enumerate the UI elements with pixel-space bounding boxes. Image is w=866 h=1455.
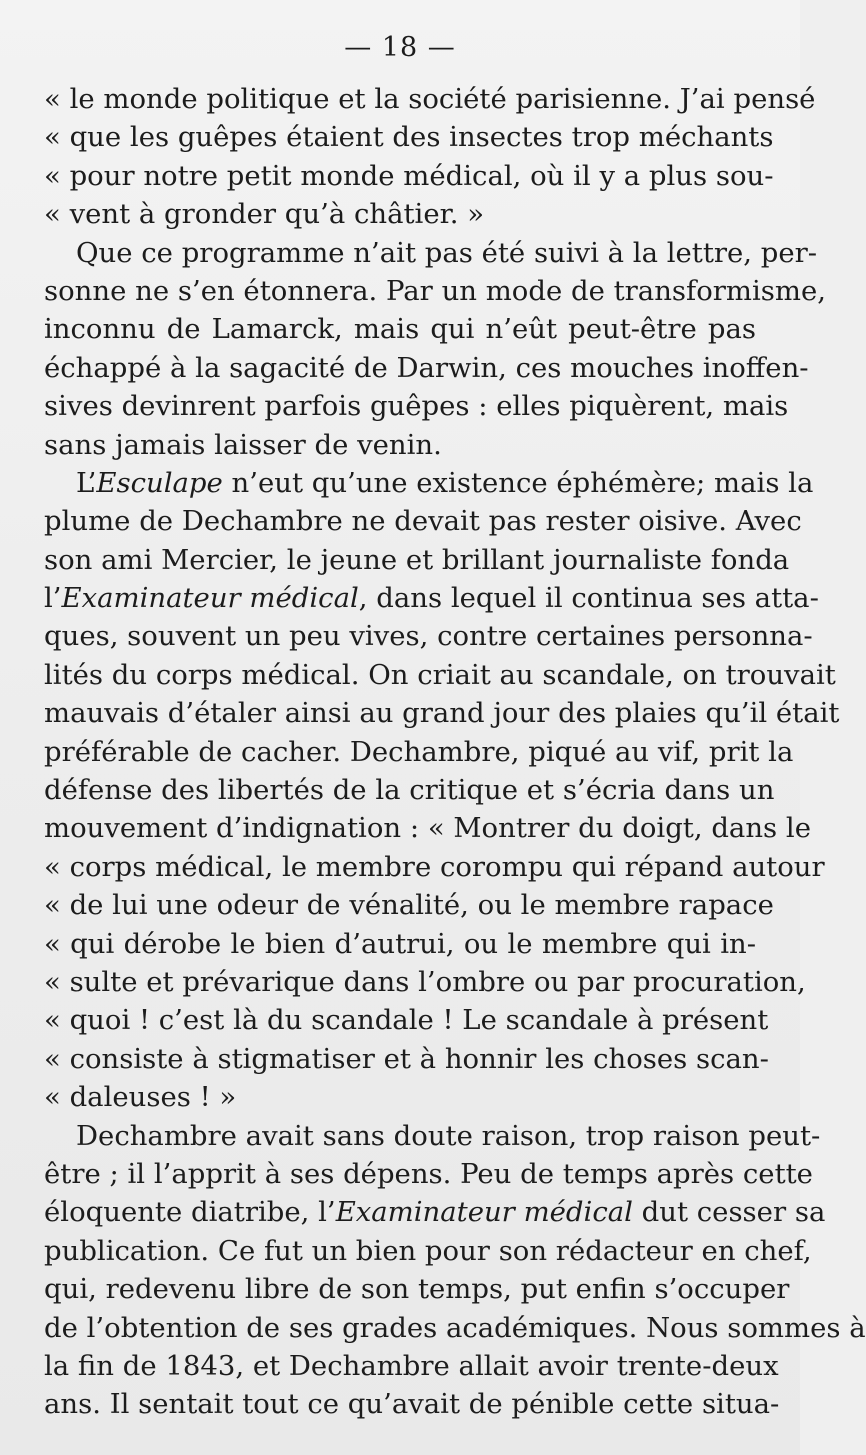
- text-line: mauvais d’étaler ainsi au grand jour des plaies qu’il était: [44, 697, 840, 730]
- text-line: Que ce programme n’ait pas été suivi à la lettre, per-: [76, 236, 818, 269]
- text-segment: dut cesser sa: [632, 1196, 826, 1229]
- text-line: être ; il l’apprit à ses dépens. Peu de temps après cette: [44, 1157, 813, 1190]
- page-number: — 18 —: [344, 32, 456, 63]
- text-line: publication. Ce fut un bien pour son rédacteur en chef,: [44, 1234, 812, 1267]
- text-line: préférable de cacher. Dechambre, piqué au vif, prit la: [44, 735, 794, 768]
- text-line: [44, 1193, 826, 1231]
- text-line: mouvement d’indignation : « Montrer du doigt, dans le: [44, 812, 811, 845]
- text-line: « que les guêpes étaient des insectes trop méchants: [44, 121, 774, 154]
- text-line: son ami Mercier, le jeune et brillant journaliste fonda: [44, 543, 790, 576]
- text-line: qui, redevenu libre de son temps, put enfin s’occuper: [44, 1273, 790, 1306]
- text-line: « corps médical, le membre corompu qui répand autour: [44, 850, 825, 883]
- text-line: Dechambre avait sans doute raison, trop raison peut-: [76, 1119, 821, 1152]
- text-line: échappé à la sagacité de Darwin, ces mouches inoffen-: [44, 351, 809, 384]
- text-line: ques, souvent un peu vives, contre certaines personna-: [44, 620, 813, 653]
- text-line: « le monde politique et la société parisienne. J’ai pensé: [44, 83, 816, 115]
- text-line: de l’obtention de ses grades académiques. Nous sommes à: [44, 1311, 866, 1344]
- text-line: « sulte et prévarique dans l’ombre ou par procuration,: [44, 965, 806, 998]
- text-line: « qui dérobe le bien d’autrui, ou le membre qui in-: [44, 927, 756, 960]
- text-segment: , dans lequel il continua ses atta-: [358, 582, 819, 615]
- text-line: lités du corps médical. On criait au scandale, on trouvait: [44, 658, 836, 691]
- text-line: ans. Il sentait tout ce qu’avait de pénible cette situa-: [44, 1388, 780, 1421]
- text-line: sonne ne s’en étonnera. Par un mode de transformisme,: [44, 274, 826, 307]
- text-line: sives devinrent parfois guêpes : elles piquèrent, mais: [44, 390, 789, 423]
- text-line: inconnu de Lamarck, mais qui n’eût peut-être pas: [44, 313, 756, 346]
- text-line: sans jamais laisser de venin.: [44, 428, 442, 461]
- body-text: [44, 80, 866, 1424]
- text-line: défense des libertés de la critique et s’écria dans un: [44, 774, 775, 807]
- text-line: « consiste à stigmatiser et à honnir les choses scan-: [44, 1042, 769, 1075]
- text-line: « de lui une odeur de vénalité, ou le membre rapace: [44, 889, 774, 922]
- text-segment: éloquente diatribe, l’: [44, 1196, 336, 1229]
- text-segment: n’eut qu’une existence éphémère; mais la: [222, 466, 814, 499]
- italic-title: Esculape: [96, 466, 223, 499]
- text-line: [44, 464, 814, 502]
- text-line: plume de Dechambre ne devait pas rester oisive. Avec: [44, 505, 802, 538]
- text-line: « vent à gronder qu’à châtier. »: [44, 198, 485, 231]
- text-line: [44, 579, 819, 617]
- text-line: « quoi ! c’est là du scandale ! Le scandale à présent: [44, 1004, 769, 1037]
- text-line: « pour notre petit monde médical, où il y a plus sou-: [44, 159, 774, 192]
- text-line: la fin de 1843, et Dechambre allait avoir trente-deux: [44, 1349, 779, 1382]
- italic-title: Examinateur médical: [335, 1196, 633, 1229]
- text-line: « daleuses ! »: [44, 1081, 237, 1114]
- text-segment: l’: [44, 582, 62, 615]
- text-segment: L’: [76, 466, 97, 499]
- italic-title: Examinateur médical: [61, 582, 359, 615]
